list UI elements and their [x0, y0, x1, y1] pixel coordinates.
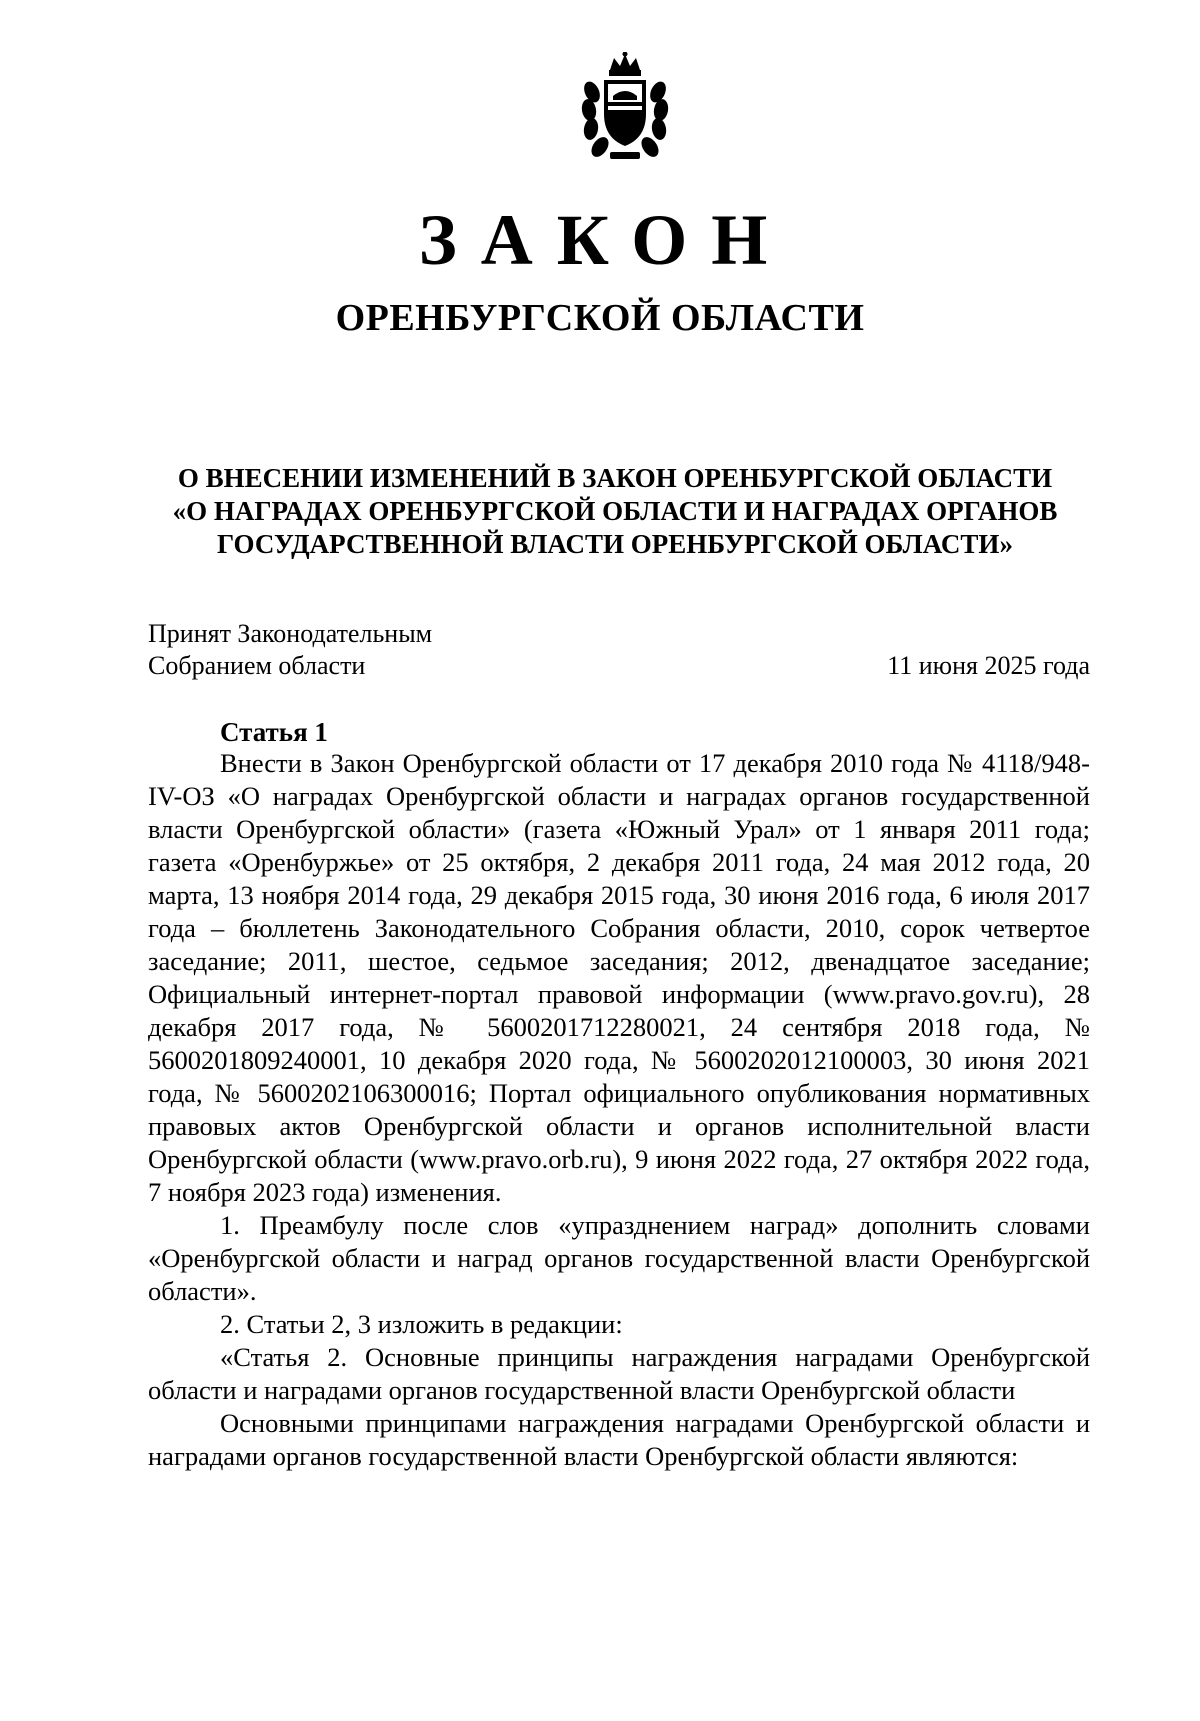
- article-item-1: 1. Преамбулу после слов «упразднением наград» дополнить словами «Оренбургской области и наград органов государственной власти Оренбургской области».: [148, 1210, 1090, 1306]
- adoption-line: Собранием области: [148, 651, 366, 680]
- adoption-date: 11 июня 2025 года: [887, 651, 1090, 680]
- article-item-2: 2. Статьи 2, 3 изложить в редакции:: [220, 1309, 623, 1339]
- law-title: ЗАКОН: [418, 200, 792, 280]
- region-title: ОРЕНБУРГСКОЙ ОБЛАСТИ: [335, 297, 865, 339]
- subject-line: ГОСУДАРСТВЕННОЙ ВЛАСТИ ОРЕНБУРГСКОЙ ОБЛАСТИ»: [217, 529, 1013, 559]
- principles-intro: Основными принципами награждения наградами Оренбургской области и наградами органов государственной власти Оренбургской области являются:: [148, 1408, 1090, 1471]
- article-intro: Внести в Закон Оренбургской области от 17 декабря 2010 года № 4118/948-IV-ОЗ «О наградах Оренбургской области и наградах органов государственной власти Оренбургской области» (газета «Южный Урал» от 1 января 2011 года; газета «Оренбуржье» от 25 октября, 2 декабря 2011 года, 24 мая 2012 года, 20 марта, 13 ноября 2014 года, 29 декабря 2015 года, 30 июня 2016 года, 6 июля 2017 года – бюллетень Законодательного Собрания области, 2010, сорок четвертое заседание; 2011, шестое, седьмое заседания; 2012, двенадцатое заседание; Официальный интернет-портал правовой информации (www.pravo.gov.ru), 28 декабря 2017 года, № 5600201712280021, 24 сентября 2018 года, № 5600201809240001, 10 декабря 2020 года, № 5600202012100003, 30 июня 2021 года, № 5600202106300016; Портал официального опубликования нормативных правовых актов Оренбургской области и органов исполнительной власти Оренбургской области (www.pravo.orb.ru), 9 июня 2022 года, 27 октября 2022 года, 7 ноября 2023 года) изменения.: [148, 748, 1090, 1207]
- law-subject: [140, 462, 1090, 561]
- quoted-article-heading: «Статья 2. Основные принципы награждения наградами Оренбургской области и наградами органов государственной власти Оренбургской области: [148, 1342, 1090, 1405]
- article-body: [148, 747, 1090, 1473]
- adoption-body: [148, 618, 432, 682]
- subject-line: О ВНЕСЕНИИ ИЗМЕНЕНИЙ В ЗАКОН ОРЕНБУРГСКОЙ ОБЛАСТИ: [177, 463, 1053, 493]
- subject-line: «О НАГРАДАХ ОРЕНБУРГСКОЙ ОБЛАСТИ И НАГРАДАХ ОРГАНОВ: [172, 496, 1058, 526]
- article-heading: Статья 1: [220, 717, 328, 747]
- adoption-line: Принят Законодательным: [148, 619, 433, 648]
- coat-of-arms-icon: [580, 52, 670, 164]
